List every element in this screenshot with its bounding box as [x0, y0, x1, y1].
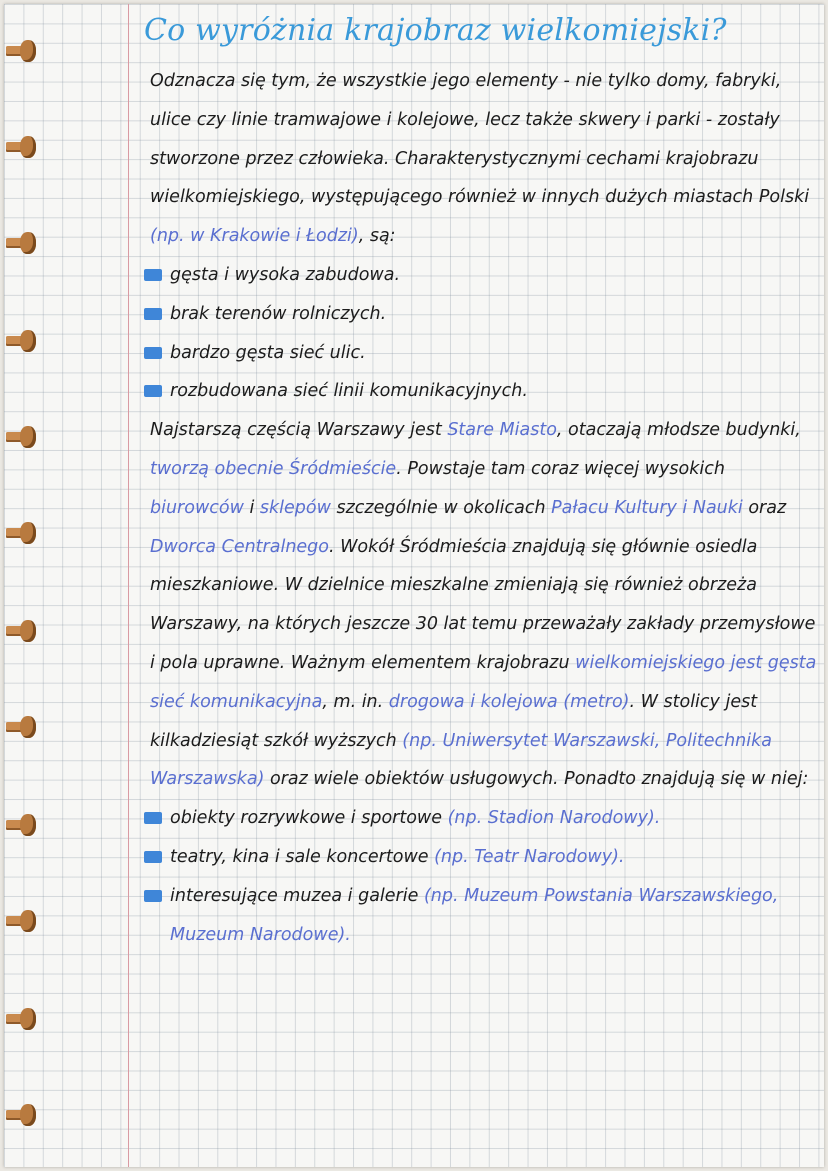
list-item: brak terenów rolniczych. — [144, 295, 818, 334]
highlight-palace: Pałacu Kultury i Nauki — [551, 497, 743, 518]
list-item: teatry, kina i sale koncertowe (np. Teatr Narodowy). — [144, 838, 818, 877]
binder-ring — [4, 136, 38, 158]
binder-ring — [4, 232, 38, 254]
binder-ring — [4, 620, 38, 642]
list-item: interesujące muzea i galerie (np. Muzeum Powstania Warszawskiego, Muzeum Narodowe). — [144, 877, 818, 955]
page-title: Co wyróżnia krajobraz wielkomiejski? — [144, 13, 727, 48]
highlight-shops: sklepów — [259, 497, 331, 518]
highlight-old-town: Stare Miasto — [447, 420, 557, 441]
binder-ring — [4, 522, 38, 544]
note-body — [150, 62, 818, 954]
intro-text: Odznacza się tym, że wszystkie jego elementy - nie tylko domy, fabryki, ulice czy linie tramwajowe i kolejowe, lecz także skwery i parki - zostały stworzone przez człowieka. Charakterystycznymi cechami krajobrazu wielkomiejskiego, występującego również w innych dużych miastach Polski — [150, 71, 810, 208]
bullet-marker — [144, 890, 162, 902]
highlight-transport: wielkomiejskiego jest gęsta sieć komunikacyjna — [150, 652, 817, 712]
binder-ring — [4, 1008, 38, 1030]
bullet-marker — [144, 851, 162, 863]
list-item: rozbudowana sieć linii komunikacyjnych. — [144, 372, 818, 411]
bullet-marker — [144, 308, 162, 320]
intro-example: (np. w Krakowie i Łodzi) — [150, 226, 359, 247]
bullet-marker — [144, 347, 162, 359]
binder-ring — [4, 1104, 38, 1126]
highlight-offices: biurowców — [150, 497, 244, 518]
highlight-road-rail: drogowa i kolejowa (metro) — [388, 691, 630, 712]
notebook-page — [4, 4, 824, 1167]
binder-ring — [4, 910, 38, 932]
services-list — [150, 799, 818, 954]
margin-line — [128, 4, 129, 1167]
binder-ring — [4, 40, 38, 62]
bullet-marker — [144, 385, 162, 397]
binder-ring — [4, 814, 38, 836]
list-item: bardzo gęsta sieć ulic. — [144, 334, 818, 373]
highlight-downtown: tworzą obecnie Śródmieście — [150, 458, 397, 479]
bullet-marker — [144, 269, 162, 281]
list-item: obiekty rozrywkowe i sportowe (np. Stadion Narodowy). — [144, 799, 818, 838]
binder-ring — [4, 716, 38, 738]
intro-paragraph — [150, 62, 818, 256]
binder-ring — [4, 426, 38, 448]
bullet-marker — [144, 812, 162, 824]
warsaw-paragraph: Najstarszą częścią Warszawy jest Stare Miasto, otaczają młodsze budynki, tworzą obecnie Śródmieście. Powstaje tam coraz więcej wysokich biurowców i sklepów szczególnie w okolicach Pałacu Kultury i Nauki oraz Dworca Centralnego. Wokół Śródmieścia znajdują się głównie osiedla mieszkaniowe. W dzielnice mieszkalne zmieniają się również obrzeża Warszawy, na których jeszcze 30 lat temu przeważały zakłady przemysłowe i pola uprawne. Ważnym elementem krajobrazu wielkomiejskiego jest gęsta sieć komunikacyjna, m. in. drogowa i kolejowa (metro). W stolicy jest kilkadziesiąt szkół wyższych (np. Uniwersytet Warszawski, Politechnika Warszawska) oraz wiele obiektów usługowych. Ponadto znajdują się w niej: — [150, 420, 817, 790]
highlight-station: Dworca Centralnego — [150, 536, 329, 557]
list-item: gęsta i wysoka zabudowa. — [144, 256, 818, 295]
features-list — [150, 256, 818, 411]
highlight-universities: (np. Uniwersytet Warszawski, Politechnika Warszawska) — [150, 730, 772, 790]
binder-ring — [4, 330, 38, 352]
intro-suffix: , są: — [358, 226, 396, 247]
